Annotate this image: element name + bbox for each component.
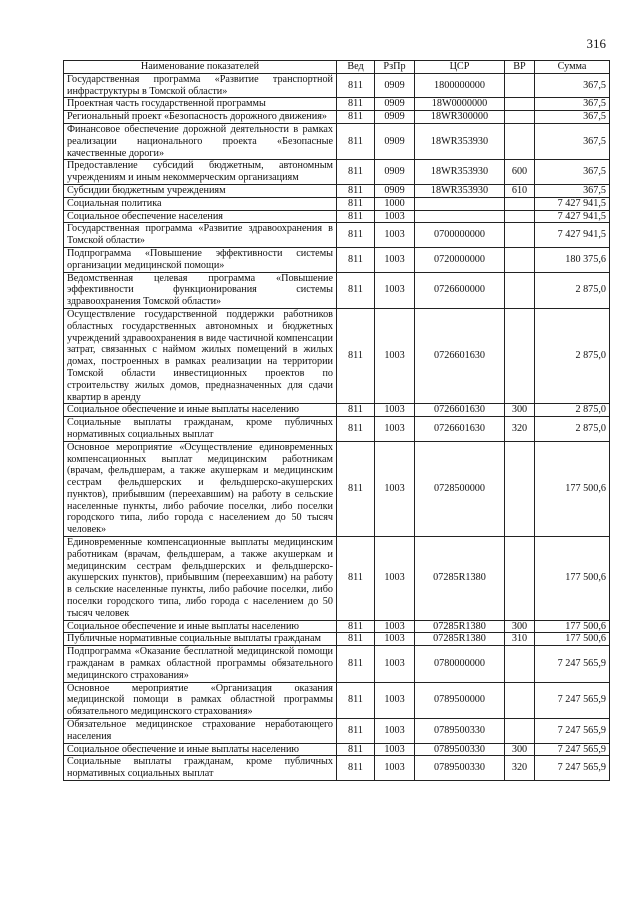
cell-ved: 811 xyxy=(337,646,375,682)
cell-name: Публичные нормативные социальные выплаты гражданам xyxy=(64,633,337,646)
table-row xyxy=(64,417,610,442)
cell-sum: 367,5 xyxy=(535,73,610,98)
table-row xyxy=(64,123,610,159)
cell-vr xyxy=(505,646,535,682)
table-row xyxy=(64,223,610,248)
cell-vr: 320 xyxy=(505,756,535,781)
cell-name: Предоставление субсидий бюджетным, автономным учреждениям и иным некоммерческим организациям xyxy=(64,160,337,185)
cell-name: Социальное обеспечение и иные выплаты населению xyxy=(64,620,337,633)
cell-name: Осуществление государственной поддержки работников областных государственных автономных и бюджетных учреждений здравоохранения в виде частичной компенсации затрат, связанных с наймом жилых помещений в жилых домах, построенных в рамках реализации на территории Томской области инвестиционных проектов по строительству жилых домов, предназначенных для сдачи квартир в аренду xyxy=(64,308,337,403)
cell-ved: 811 xyxy=(337,417,375,442)
cell-sum: 2 875,0 xyxy=(535,308,610,403)
cell-csr: 18WR353930 xyxy=(415,123,505,159)
cell-ved: 811 xyxy=(337,223,375,248)
cell-name: Государственная программа «Развитие здравоохранения в Томской области» xyxy=(64,223,337,248)
cell-vr xyxy=(505,719,535,744)
cell-rzpr: 0909 xyxy=(375,160,415,185)
cell-name: Основное мероприятие «Осуществление единовременных компенсационных выплат медицинским работникам (врачам, фельдшерам, а также акушеркам и медицинским сестрам фельдшерских и фельдшерско-акушерских пунктов), прибывшим (переехавшим) на работу в сельские населенные пункты, либо рабочие поселки, либо поселки городского типа, либо города с населением до 50 тысяч человек» xyxy=(64,441,337,536)
cell-name: Ведомственная целевая программа «Повышение эффективности функционирования системы здравоохранения Томской области» xyxy=(64,272,337,308)
cell-csr: 0726600000 xyxy=(415,272,505,308)
cell-ved: 811 xyxy=(337,308,375,403)
cell-rzpr: 1003 xyxy=(375,756,415,781)
cell-csr: 0726601630 xyxy=(415,308,505,403)
cell-csr: 18WR300000 xyxy=(415,111,505,124)
cell-csr: 0700000000 xyxy=(415,223,505,248)
cell-rzpr: 1003 xyxy=(375,272,415,308)
table-body xyxy=(64,73,610,780)
cell-ved: 811 xyxy=(337,160,375,185)
cell-rzpr: 1003 xyxy=(375,223,415,248)
cell-csr xyxy=(415,197,505,210)
cell-ved: 811 xyxy=(337,184,375,197)
table-row xyxy=(64,537,610,621)
cell-vr xyxy=(505,537,535,621)
cell-sum: 7 247 565,9 xyxy=(535,743,610,756)
cell-ved: 811 xyxy=(337,247,375,272)
cell-name: Социальное обеспечение и иные выплаты населению xyxy=(64,404,337,417)
cell-csr: 0789500000 xyxy=(415,682,505,718)
cell-csr: 0720000000 xyxy=(415,247,505,272)
cell-vr xyxy=(505,111,535,124)
cell-sum: 7 247 565,9 xyxy=(535,756,610,781)
cell-name: Социальное обеспечение населения xyxy=(64,210,337,223)
cell-ved: 811 xyxy=(337,441,375,536)
cell-name: Социальные выплаты гражданам, кроме публичных нормативных социальных выплат xyxy=(64,756,337,781)
cell-ved: 811 xyxy=(337,743,375,756)
cell-name: Социальное обеспечение и иные выплаты населению xyxy=(64,743,337,756)
cell-csr: 0789500330 xyxy=(415,756,505,781)
page-number: 316 xyxy=(586,36,606,51)
cell-csr: 0726601630 xyxy=(415,417,505,442)
table-row xyxy=(64,719,610,744)
cell-rzpr: 1003 xyxy=(375,417,415,442)
cell-vr xyxy=(505,223,535,248)
table-header-row xyxy=(64,61,610,74)
table-row xyxy=(64,308,610,403)
cell-rzpr: 1003 xyxy=(375,719,415,744)
cell-csr: 0728500000 xyxy=(415,441,505,536)
table-row xyxy=(64,98,610,111)
table-row xyxy=(64,646,610,682)
cell-ved: 811 xyxy=(337,210,375,223)
cell-sum: 367,5 xyxy=(535,123,610,159)
cell-csr: 0789500330 xyxy=(415,743,505,756)
cell-name: Региональный проект «Безопасность дорожного движения» xyxy=(64,111,337,124)
cell-csr xyxy=(415,210,505,223)
cell-csr: 1800000000 xyxy=(415,73,505,98)
header-vr: ВР xyxy=(505,61,535,74)
cell-vr: 610 xyxy=(505,184,535,197)
cell-ved: 811 xyxy=(337,73,375,98)
cell-sum: 7 247 565,9 xyxy=(535,682,610,718)
cell-csr: 07285R1380 xyxy=(415,633,505,646)
cell-ved: 811 xyxy=(337,633,375,646)
cell-rzpr: 1000 xyxy=(375,197,415,210)
table-row xyxy=(64,743,610,756)
cell-vr xyxy=(505,272,535,308)
table-row xyxy=(64,73,610,98)
cell-csr: 0726601630 xyxy=(415,404,505,417)
cell-csr: 18W0000000 xyxy=(415,98,505,111)
cell-sum: 367,5 xyxy=(535,98,610,111)
cell-vr xyxy=(505,98,535,111)
cell-rzpr: 1003 xyxy=(375,537,415,621)
cell-vr: 300 xyxy=(505,743,535,756)
table-row xyxy=(64,247,610,272)
cell-rzpr: 0909 xyxy=(375,98,415,111)
cell-sum: 177 500,6 xyxy=(535,633,610,646)
header-rzpr: РзПр xyxy=(375,61,415,74)
cell-vr xyxy=(505,210,535,223)
cell-name: Обязательное медицинское страхование неработающего населения xyxy=(64,719,337,744)
cell-name: Субсидии бюджетным учреждениям xyxy=(64,184,337,197)
cell-csr: 18WR353930 xyxy=(415,184,505,197)
cell-rzpr: 1003 xyxy=(375,646,415,682)
cell-ved: 811 xyxy=(337,272,375,308)
cell-name: Социальная политика xyxy=(64,197,337,210)
cell-vr xyxy=(505,308,535,403)
cell-rzpr: 1003 xyxy=(375,308,415,403)
cell-ved: 811 xyxy=(337,111,375,124)
cell-rzpr: 0909 xyxy=(375,73,415,98)
cell-name: Финансовое обеспечение дорожной деятельности в рамках реализации национального проекта «Безопасные качественные дороги» xyxy=(64,123,337,159)
cell-vr xyxy=(505,441,535,536)
cell-rzpr: 1003 xyxy=(375,247,415,272)
table-row xyxy=(64,272,610,308)
cell-name: Социальные выплаты гражданам, кроме публичных нормативных социальных выплат xyxy=(64,417,337,442)
cell-name: Подпрограмма «Повышение эффективности системы организации медицинской помощи» xyxy=(64,247,337,272)
cell-vr: 300 xyxy=(505,404,535,417)
cell-csr: 0780000000 xyxy=(415,646,505,682)
cell-name: Единовременные компенсационные выплаты медицинским работникам (врачам, фельдшерам, а также акушеркам и медицинским сестрам фельдшерских и фельдшерско-акушерских пунктов), прибывшим (переехавшим) на работу в сельские населенные пункты, либо рабочие поселки, либо поселки городского типа, либо города с населением до 50 тысяч человек xyxy=(64,537,337,621)
cell-sum: 180 375,6 xyxy=(535,247,610,272)
cell-rzpr: 1003 xyxy=(375,620,415,633)
cell-ved: 811 xyxy=(337,620,375,633)
cell-vr xyxy=(505,197,535,210)
cell-csr: 07285R1380 xyxy=(415,620,505,633)
table-row xyxy=(64,197,610,210)
table-row xyxy=(64,441,610,536)
cell-vr xyxy=(505,123,535,159)
cell-sum: 177 500,6 xyxy=(535,537,610,621)
cell-sum: 367,5 xyxy=(535,160,610,185)
cell-vr xyxy=(505,73,535,98)
table-row xyxy=(64,160,610,185)
cell-rzpr: 1003 xyxy=(375,682,415,718)
cell-vr xyxy=(505,682,535,718)
cell-csr: 0789500330 xyxy=(415,719,505,744)
cell-sum: 7 427 941,5 xyxy=(535,210,610,223)
cell-sum: 2 875,0 xyxy=(535,404,610,417)
cell-sum: 7 427 941,5 xyxy=(535,197,610,210)
cell-name: Государственная программа «Развитие транспортной инфраструктуры в Томской области» xyxy=(64,73,337,98)
table-row xyxy=(64,210,610,223)
cell-rzpr: 0909 xyxy=(375,111,415,124)
cell-ved: 811 xyxy=(337,719,375,744)
cell-vr: 320 xyxy=(505,417,535,442)
cell-sum: 2 875,0 xyxy=(535,417,610,442)
cell-name: Основное мероприятие «Организация оказания медицинской помощи в рамках областной программы обязательного медицинского страхования» xyxy=(64,682,337,718)
cell-ved: 811 xyxy=(337,756,375,781)
cell-sum: 2 875,0 xyxy=(535,272,610,308)
cell-rzpr: 1003 xyxy=(375,633,415,646)
cell-sum: 177 500,6 xyxy=(535,620,610,633)
cell-ved: 811 xyxy=(337,404,375,417)
table-row xyxy=(64,633,610,646)
table-row xyxy=(64,620,610,633)
budget-table xyxy=(63,60,610,781)
cell-name: Проектная часть государственной программы xyxy=(64,98,337,111)
cell-ved: 811 xyxy=(337,197,375,210)
table-row xyxy=(64,111,610,124)
cell-csr: 07285R1380 xyxy=(415,537,505,621)
header-sum: Сумма xyxy=(535,61,610,74)
cell-sum: 367,5 xyxy=(535,184,610,197)
cell-ved: 811 xyxy=(337,537,375,621)
table-row xyxy=(64,404,610,417)
cell-sum: 7 247 565,9 xyxy=(535,646,610,682)
cell-vr: 300 xyxy=(505,620,535,633)
cell-sum: 7 427 941,5 xyxy=(535,223,610,248)
cell-ved: 811 xyxy=(337,98,375,111)
cell-rzpr: 1003 xyxy=(375,404,415,417)
cell-rzpr: 0909 xyxy=(375,123,415,159)
cell-vr: 600 xyxy=(505,160,535,185)
cell-rzpr: 1003 xyxy=(375,743,415,756)
table-row xyxy=(64,756,610,781)
cell-vr xyxy=(505,247,535,272)
cell-name: Подпрограмма «Оказание бесплатной медицинской помощи гражданам в рамках областной программы обязательного медицинского страхования» xyxy=(64,646,337,682)
table-row xyxy=(64,184,610,197)
cell-sum: 7 247 565,9 xyxy=(535,719,610,744)
cell-sum: 177 500,6 xyxy=(535,441,610,536)
table-row xyxy=(64,682,610,718)
cell-vr: 310 xyxy=(505,633,535,646)
header-ved: Вед xyxy=(337,61,375,74)
header-csr: ЦСР xyxy=(415,61,505,74)
cell-csr: 18WR353930 xyxy=(415,160,505,185)
cell-ved: 811 xyxy=(337,123,375,159)
cell-rzpr: 1003 xyxy=(375,210,415,223)
cell-ved: 811 xyxy=(337,682,375,718)
cell-rzpr: 0909 xyxy=(375,184,415,197)
header-name: Наименование показателей xyxy=(64,61,337,74)
cell-sum: 367,5 xyxy=(535,111,610,124)
cell-rzpr: 1003 xyxy=(375,441,415,536)
